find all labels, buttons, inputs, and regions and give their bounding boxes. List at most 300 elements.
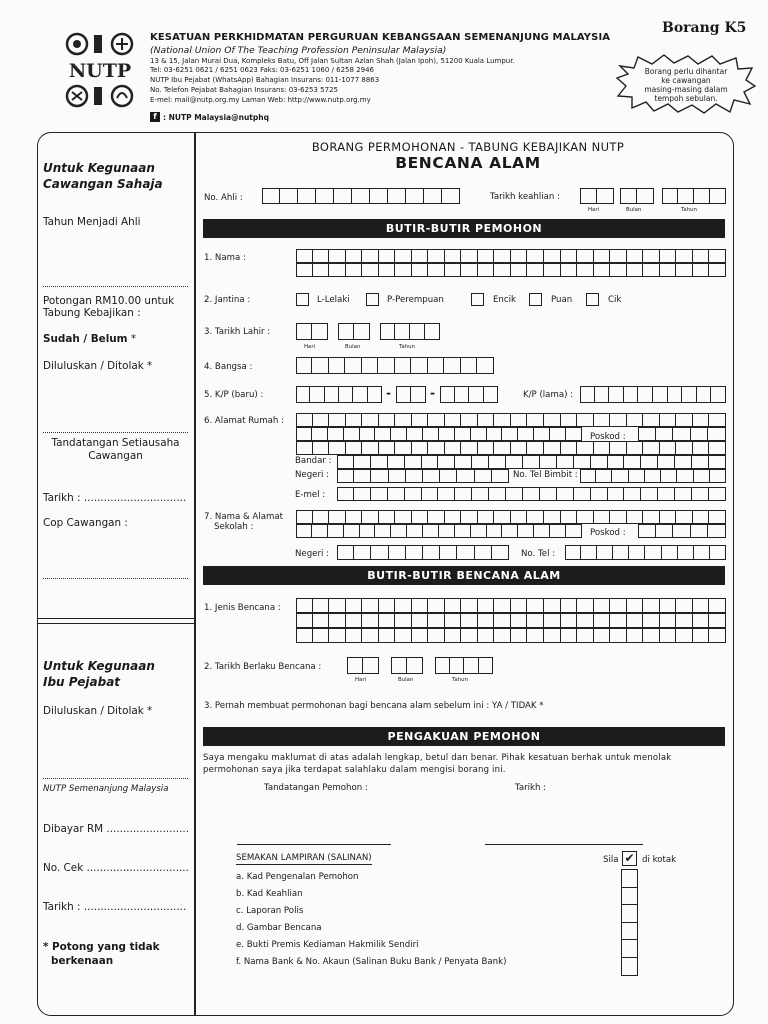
char-box[interactable]: [337, 487, 354, 501]
char-box[interactable]: [472, 487, 489, 501]
membership-day-boxes[interactable]: [580, 188, 614, 204]
char-box[interactable]: [440, 386, 455, 403]
char-box[interactable]: [406, 545, 423, 560]
char-box[interactable]: [653, 386, 668, 403]
char-box[interactable]: [624, 386, 639, 403]
race-boxes[interactable]: [296, 357, 494, 374]
char-box[interactable]: [678, 545, 694, 560]
member-no-boxes[interactable]: [262, 188, 460, 204]
char-box[interactable]: [479, 657, 494, 674]
char-box[interactable]: [439, 524, 455, 538]
address-boxes-row3[interactable]: [296, 441, 726, 455]
char-box[interactable]: [506, 487, 523, 501]
attachment-checkbox[interactable]: [622, 905, 637, 923]
char-box[interactable]: [328, 427, 344, 441]
char-box[interactable]: [511, 613, 528, 628]
char-box[interactable]: [658, 455, 675, 469]
char-box[interactable]: [660, 263, 677, 277]
char-box[interactable]: [566, 524, 582, 538]
birth-month-boxes[interactable]: [338, 323, 370, 340]
char-box[interactable]: [469, 386, 484, 403]
char-box[interactable]: [346, 613, 363, 628]
char-box[interactable]: [489, 455, 506, 469]
char-box[interactable]: [362, 413, 379, 427]
char-box[interactable]: [597, 545, 613, 560]
char-box[interactable]: [328, 524, 344, 538]
char-box[interactable]: [428, 249, 445, 263]
char-box[interactable]: [438, 487, 455, 501]
char-box[interactable]: [709, 613, 726, 628]
applicant-signature-line[interactable]: [237, 844, 391, 845]
char-box[interactable]: [313, 628, 330, 643]
char-box[interactable]: [527, 613, 544, 628]
char-box[interactable]: [511, 510, 528, 524]
char-box[interactable]: [627, 510, 644, 524]
char-box[interactable]: [561, 441, 578, 455]
char-box[interactable]: [445, 441, 462, 455]
char-box[interactable]: [656, 524, 674, 538]
char-box[interactable]: [422, 487, 439, 501]
char-box[interactable]: [379, 628, 396, 643]
disaster-boxes-row2[interactable]: [296, 613, 726, 628]
char-box[interactable]: [527, 263, 544, 277]
char-box[interactable]: [344, 427, 360, 441]
char-box[interactable]: [678, 188, 694, 204]
char-box[interactable]: [691, 427, 709, 441]
char-box[interactable]: [609, 386, 624, 403]
char-box[interactable]: [506, 455, 523, 469]
char-box[interactable]: [550, 427, 566, 441]
char-box[interactable]: [580, 188, 597, 204]
char-box[interactable]: [566, 427, 582, 441]
char-box[interactable]: [544, 263, 561, 277]
char-box[interactable]: [693, 249, 710, 263]
char-box[interactable]: [527, 441, 544, 455]
char-box[interactable]: [662, 545, 678, 560]
char-box[interactable]: [362, 263, 379, 277]
char-box[interactable]: [296, 427, 312, 441]
char-box[interactable]: [494, 249, 511, 263]
char-box[interactable]: [461, 413, 478, 427]
char-box[interactable]: [511, 413, 528, 427]
char-box[interactable]: [597, 188, 614, 204]
char-box[interactable]: [363, 657, 379, 674]
char-box[interactable]: [346, 249, 363, 263]
char-box[interactable]: [461, 249, 478, 263]
char-box[interactable]: [346, 263, 363, 277]
char-box[interactable]: [673, 524, 691, 538]
state-boxes[interactable]: [337, 469, 509, 483]
char-box[interactable]: [407, 657, 423, 674]
char-box[interactable]: [354, 469, 371, 483]
char-box[interactable]: [405, 487, 422, 501]
char-box[interactable]: [660, 598, 677, 613]
mobile-boxes[interactable]: [580, 469, 726, 483]
char-box[interactable]: [391, 427, 407, 441]
char-box[interactable]: [329, 628, 346, 643]
school-phone-boxes[interactable]: [565, 545, 726, 560]
char-box[interactable]: [391, 657, 407, 674]
char-box[interactable]: [439, 427, 455, 441]
disaster-boxes-row3[interactable]: [296, 628, 726, 643]
char-box[interactable]: [346, 441, 363, 455]
char-box[interactable]: [594, 613, 611, 628]
char-box[interactable]: [641, 455, 658, 469]
char-box[interactable]: [410, 323, 425, 340]
char-box[interactable]: [313, 249, 330, 263]
char-box[interactable]: [395, 441, 412, 455]
char-box[interactable]: [594, 263, 611, 277]
school-postcode-boxes[interactable]: [638, 524, 726, 538]
char-box[interactable]: [407, 524, 423, 538]
postcode-boxes[interactable]: [638, 427, 726, 441]
char-box[interactable]: [296, 323, 312, 340]
char-box[interactable]: [405, 455, 422, 469]
char-box[interactable]: [627, 441, 644, 455]
char-box[interactable]: [709, 441, 726, 455]
char-box[interactable]: [428, 357, 444, 374]
char-box[interactable]: [660, 249, 677, 263]
char-box[interactable]: [694, 188, 710, 204]
char-box[interactable]: [511, 249, 528, 263]
char-box[interactable]: [379, 263, 396, 277]
attachment-checkbox[interactable]: [622, 940, 637, 958]
char-box[interactable]: [455, 524, 471, 538]
char-box[interactable]: [428, 598, 445, 613]
char-box[interactable]: [457, 545, 474, 560]
char-box[interactable]: [354, 545, 371, 560]
char-box[interactable]: [675, 455, 692, 469]
char-box[interactable]: [296, 613, 313, 628]
char-box[interactable]: [494, 598, 511, 613]
char-box[interactable]: [694, 469, 710, 483]
char-box[interactable]: [594, 413, 611, 427]
char-box[interactable]: [610, 263, 627, 277]
char-box[interactable]: [660, 628, 677, 643]
new-ic-boxes-3[interactable]: [440, 386, 498, 403]
cik-checkbox[interactable]: [586, 293, 599, 306]
char-box[interactable]: [313, 598, 330, 613]
char-box[interactable]: [612, 469, 628, 483]
char-box[interactable]: [494, 441, 511, 455]
char-box[interactable]: [313, 441, 330, 455]
char-box[interactable]: [709, 455, 726, 469]
char-box[interactable]: [581, 545, 597, 560]
char-box[interactable]: [379, 249, 396, 263]
char-box[interactable]: [557, 487, 574, 501]
char-box[interactable]: [577, 441, 594, 455]
school-boxes-row2[interactable]: [296, 524, 582, 538]
char-box[interactable]: [461, 598, 478, 613]
char-box[interactable]: [407, 427, 423, 441]
char-box[interactable]: [406, 469, 423, 483]
char-box[interactable]: [461, 628, 478, 643]
char-box[interactable]: [577, 598, 594, 613]
char-box[interactable]: [354, 487, 371, 501]
branch-date-field[interactable]: Tarikh : ...............................: [43, 492, 187, 504]
char-box[interactable]: [494, 628, 511, 643]
char-box[interactable]: [487, 427, 503, 441]
char-box[interactable]: [561, 598, 578, 613]
char-box[interactable]: [643, 413, 660, 427]
char-box[interactable]: [375, 427, 391, 441]
char-box[interactable]: [445, 510, 462, 524]
char-box[interactable]: [645, 545, 661, 560]
char-box[interactable]: [412, 249, 429, 263]
disaster-year-boxes[interactable]: [435, 657, 493, 674]
char-box[interactable]: [613, 545, 629, 560]
birth-year-boxes[interactable]: [380, 323, 440, 340]
char-box[interactable]: [428, 510, 445, 524]
char-box[interactable]: [388, 487, 405, 501]
char-box[interactable]: [577, 628, 594, 643]
char-box[interactable]: [312, 427, 328, 441]
char-box[interactable]: [312, 323, 328, 340]
char-box[interactable]: [591, 487, 608, 501]
char-box[interactable]: [502, 427, 518, 441]
char-box[interactable]: [455, 427, 471, 441]
char-box[interactable]: [544, 598, 561, 613]
char-box[interactable]: [329, 598, 346, 613]
char-box[interactable]: [561, 413, 578, 427]
char-box[interactable]: [411, 386, 426, 403]
char-box[interactable]: [682, 386, 697, 403]
char-box[interactable]: [544, 441, 561, 455]
char-box[interactable]: [450, 657, 465, 674]
char-box[interactable]: [346, 628, 363, 643]
school-boxes-row1[interactable]: [296, 510, 726, 524]
char-box[interactable]: [534, 427, 550, 441]
char-box[interactable]: [354, 455, 371, 469]
char-box[interactable]: [518, 524, 534, 538]
char-box[interactable]: [445, 613, 462, 628]
char-box[interactable]: [445, 598, 462, 613]
char-box[interactable]: [329, 510, 346, 524]
char-box[interactable]: [379, 413, 396, 427]
char-box[interactable]: [346, 413, 363, 427]
char-box[interactable]: [313, 510, 330, 524]
char-box[interactable]: [561, 249, 578, 263]
char-box[interactable]: [693, 441, 710, 455]
char-box[interactable]: [478, 598, 495, 613]
char-box[interactable]: [676, 263, 693, 277]
char-box[interactable]: [339, 386, 353, 403]
char-box[interactable]: [692, 487, 709, 501]
char-box[interactable]: [709, 249, 726, 263]
name-boxes-row2[interactable]: [296, 263, 726, 277]
char-box[interactable]: [435, 657, 450, 674]
char-box[interactable]: [440, 545, 457, 560]
attachment-checkbox[interactable]: [622, 958, 637, 976]
char-box[interactable]: [658, 487, 675, 501]
char-box[interactable]: [478, 628, 495, 643]
char-box[interactable]: [676, 598, 693, 613]
char-box[interactable]: [557, 455, 574, 469]
char-box[interactable]: [574, 487, 591, 501]
char-box[interactable]: [395, 628, 412, 643]
char-box[interactable]: [492, 545, 509, 560]
char-box[interactable]: [478, 263, 495, 277]
char-box[interactable]: [694, 545, 710, 560]
char-box[interactable]: [693, 413, 710, 427]
char-box[interactable]: [461, 263, 478, 277]
char-box[interactable]: [697, 386, 712, 403]
char-box[interactable]: [580, 469, 596, 483]
char-box[interactable]: [445, 413, 462, 427]
char-box[interactable]: [544, 510, 561, 524]
char-box[interactable]: [641, 487, 658, 501]
char-box[interactable]: [709, 628, 726, 643]
char-box[interactable]: [620, 188, 637, 204]
char-box[interactable]: [471, 524, 487, 538]
char-box[interactable]: [643, 441, 660, 455]
char-box[interactable]: [709, 413, 726, 427]
char-box[interactable]: [580, 386, 595, 403]
char-box[interactable]: [637, 188, 654, 204]
char-box[interactable]: [461, 613, 478, 628]
char-box[interactable]: [523, 487, 540, 501]
char-box[interactable]: [461, 357, 477, 374]
char-box[interactable]: [610, 413, 627, 427]
char-box[interactable]: [478, 413, 495, 427]
char-box[interactable]: [477, 357, 493, 374]
char-box[interactable]: [629, 545, 645, 560]
char-box[interactable]: [472, 455, 489, 469]
char-box[interactable]: [511, 441, 528, 455]
char-box[interactable]: [313, 263, 330, 277]
char-box[interactable]: [527, 598, 544, 613]
char-box[interactable]: [457, 469, 474, 483]
char-box[interactable]: [296, 357, 312, 374]
char-box[interactable]: [561, 263, 578, 277]
char-box[interactable]: [691, 524, 709, 538]
char-box[interactable]: [661, 469, 677, 483]
char-box[interactable]: [478, 510, 495, 524]
char-box[interactable]: [389, 469, 406, 483]
char-box[interactable]: [379, 613, 396, 628]
declaration-date-line[interactable]: [485, 844, 643, 845]
attachment-checkbox[interactable]: [622, 923, 637, 941]
char-box[interactable]: [494, 413, 511, 427]
paid-amount-field[interactable]: Dibayar RM .........................: [43, 823, 190, 835]
char-box[interactable]: [577, 249, 594, 263]
attachment-checkbox[interactable]: [622, 870, 637, 888]
char-box[interactable]: [675, 487, 692, 501]
char-box[interactable]: [362, 357, 378, 374]
char-box[interactable]: [444, 357, 460, 374]
char-box[interactable]: [379, 598, 396, 613]
char-box[interactable]: [368, 386, 382, 403]
char-box[interactable]: [610, 510, 627, 524]
char-box[interactable]: [708, 524, 726, 538]
char-box[interactable]: [475, 545, 492, 560]
char-box[interactable]: [544, 249, 561, 263]
char-box[interactable]: [643, 510, 660, 524]
char-box[interactable]: [412, 441, 429, 455]
char-box[interactable]: [511, 263, 528, 277]
char-box[interactable]: [643, 598, 660, 613]
char-box[interactable]: [391, 524, 407, 538]
char-box[interactable]: [423, 545, 440, 560]
female-checkbox[interactable]: [366, 293, 379, 306]
char-box[interactable]: [445, 249, 462, 263]
char-box[interactable]: [527, 510, 544, 524]
char-box[interactable]: [518, 427, 534, 441]
char-box[interactable]: [709, 487, 726, 501]
char-box[interactable]: [629, 469, 645, 483]
char-box[interactable]: [527, 249, 544, 263]
char-box[interactable]: [262, 188, 280, 204]
char-box[interactable]: [676, 613, 693, 628]
char-box[interactable]: [534, 524, 550, 538]
char-box[interactable]: [379, 510, 396, 524]
char-box[interactable]: [347, 657, 363, 674]
char-box[interactable]: [360, 524, 376, 538]
char-box[interactable]: [296, 386, 310, 403]
char-box[interactable]: [461, 510, 478, 524]
char-box[interactable]: [346, 510, 363, 524]
disaster-month-boxes[interactable]: [391, 657, 423, 674]
char-box[interactable]: [455, 455, 472, 469]
char-box[interactable]: [395, 323, 410, 340]
char-box[interactable]: [544, 613, 561, 628]
char-box[interactable]: [464, 657, 479, 674]
char-box[interactable]: [624, 455, 641, 469]
city-boxes[interactable]: [337, 455, 726, 469]
char-box[interactable]: [627, 598, 644, 613]
address-boxes-row2[interactable]: [296, 427, 582, 441]
char-box[interactable]: [594, 441, 611, 455]
char-box[interactable]: [693, 510, 710, 524]
char-box[interactable]: [594, 628, 611, 643]
char-box[interactable]: [561, 613, 578, 628]
char-box[interactable]: [337, 545, 354, 560]
char-box[interactable]: [594, 249, 611, 263]
char-box[interactable]: [362, 441, 379, 455]
char-box[interactable]: [638, 386, 653, 403]
char-box[interactable]: [494, 613, 511, 628]
char-box[interactable]: [428, 441, 445, 455]
char-box[interactable]: [676, 249, 693, 263]
char-box[interactable]: [627, 249, 644, 263]
char-box[interactable]: [709, 263, 726, 277]
char-box[interactable]: [523, 455, 540, 469]
char-box[interactable]: [494, 263, 511, 277]
char-box[interactable]: [711, 386, 726, 403]
char-box[interactable]: [334, 188, 352, 204]
char-box[interactable]: [412, 510, 429, 524]
char-box[interactable]: [693, 263, 710, 277]
address-boxes-row1[interactable]: [296, 413, 726, 427]
char-box[interactable]: [353, 386, 367, 403]
char-box[interactable]: [346, 598, 363, 613]
char-box[interactable]: [550, 524, 566, 538]
old-ic-boxes[interactable]: [580, 386, 726, 403]
char-box[interactable]: [296, 249, 313, 263]
char-box[interactable]: [310, 386, 324, 403]
char-box[interactable]: [594, 510, 611, 524]
char-box[interactable]: [540, 455, 557, 469]
char-box[interactable]: [362, 249, 379, 263]
char-box[interactable]: [594, 598, 611, 613]
char-box[interactable]: [325, 386, 339, 403]
char-box[interactable]: [362, 510, 379, 524]
char-box[interactable]: [577, 510, 594, 524]
char-box[interactable]: [527, 628, 544, 643]
char-box[interactable]: [692, 455, 709, 469]
name-boxes-row1[interactable]: [296, 249, 726, 263]
char-box[interactable]: [312, 357, 328, 374]
